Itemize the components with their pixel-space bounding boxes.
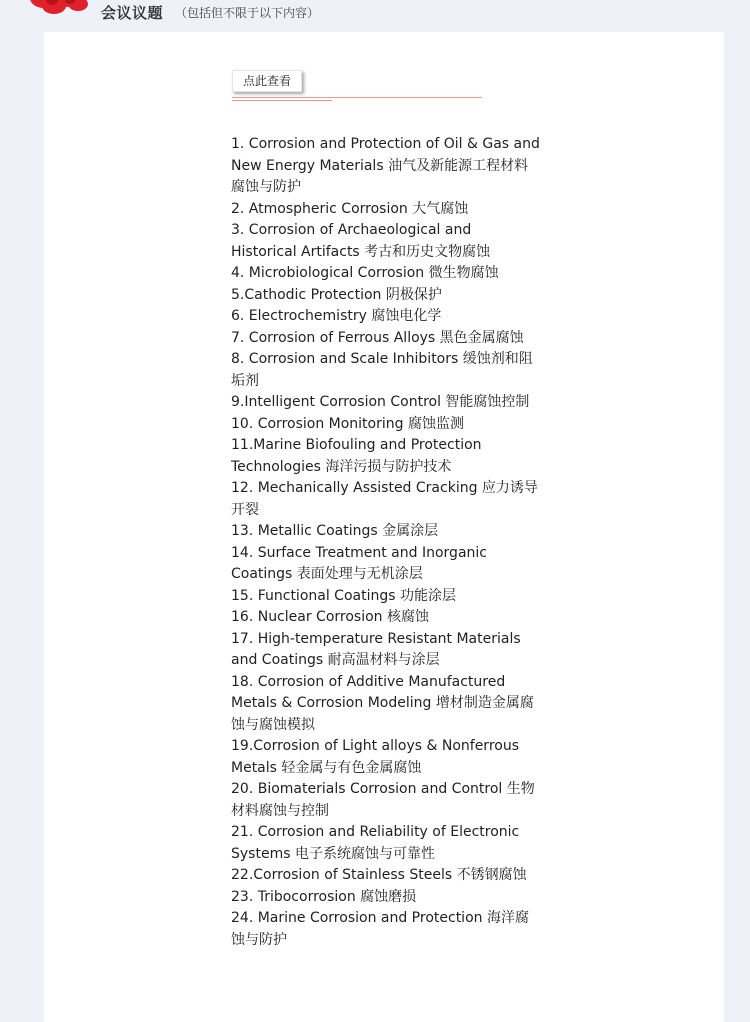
topic-item: 16. Nuclear Corrosion 核腐蚀 [231,609,429,625]
topic-item: 9.Intelligent Corrosion Control 智能腐蚀控制 [231,394,530,410]
section-title: 会议议题 [101,4,164,22]
topic-item: 2. Atmospheric Corrosion 大气腐蚀 [231,200,469,217]
topic-item: 24. Marine Corrosion and Protection 海洋腐蚀与防护 [231,910,529,948]
topic-item: 3. Corrosion of Archaeological and Historical Artifacts 考古和历史文物腐蚀 [231,222,491,260]
topic-item: 21. Corrosion and Reliability of Electronic Systems 电子系统腐蚀与可靠性 [231,824,520,862]
divider-line-short [232,100,332,101]
topic-item: 11.Marine Biofouling and Protection Technologies 海洋污损与防护技术 [231,437,482,475]
topic-item: 4. Microbiological Corrosion 微生物腐蚀 [231,265,499,281]
topic-item: 5.Cathodic Protection 阴极保护 [231,286,442,303]
topic-item: 1. Corrosion and Protection of Oil & Gas and New Energy Materials 油气及新能源工程材料腐蚀与防护 [231,136,540,195]
topic-item: 23. Tribocorrosion 腐蚀磨损 [231,888,417,905]
topic-item: 20. Biomaterials Corrosion and Control 生物材料腐蚀与控制 [231,781,535,819]
topic-item: 6. Electrochemistry 腐蚀电化学 [231,308,442,324]
topic-item: 18. Corrosion of Additive Manufactured Metals & Corrosion Modeling 增材制造金属腐蚀与腐蚀模拟 [231,673,534,733]
topics-list [231,134,541,951]
topic-item: 19.Corrosion of Light alloys & Nonferrous Metals 轻金属与有色金属腐蚀 [231,738,519,776]
topic-item: 17. High-temperature Resistant Materials and Coatings 耐高温材料与涂层 [231,630,521,668]
view-details-button[interactable]: 点此查看 [232,70,302,92]
topic-item: 13. Metallic Coatings 金属涂层 [231,523,439,539]
section-header [0,0,750,30]
divider-line [232,97,482,98]
topic-item: 15. Functional Coatings 功能涂层 [231,587,456,604]
topics-panel [44,32,724,1022]
topic-item: 8. Corrosion and Scale Inhibitors 缓蚀剂和阻垢剂 [231,351,533,389]
topic-item: 12. Mechanically Assisted Cracking 应力诱导开裂 [231,480,538,518]
red-flower-decoration-icon [30,0,90,18]
topic-item: 7. Corrosion of Ferrous Alloys 黑色金属腐蚀 [231,329,524,346]
topic-item: 10. Corrosion Monitoring 腐蚀监测 [231,415,464,432]
section-subtitle: （包括但不限于以下内容） [175,6,320,20]
topic-item: 14. Surface Treatment and Inorganic Coatings 表面处理与无机涂层 [231,544,487,582]
topic-item: 22.Corrosion of Stainless Steels 不锈钢腐蚀 [231,867,527,883]
